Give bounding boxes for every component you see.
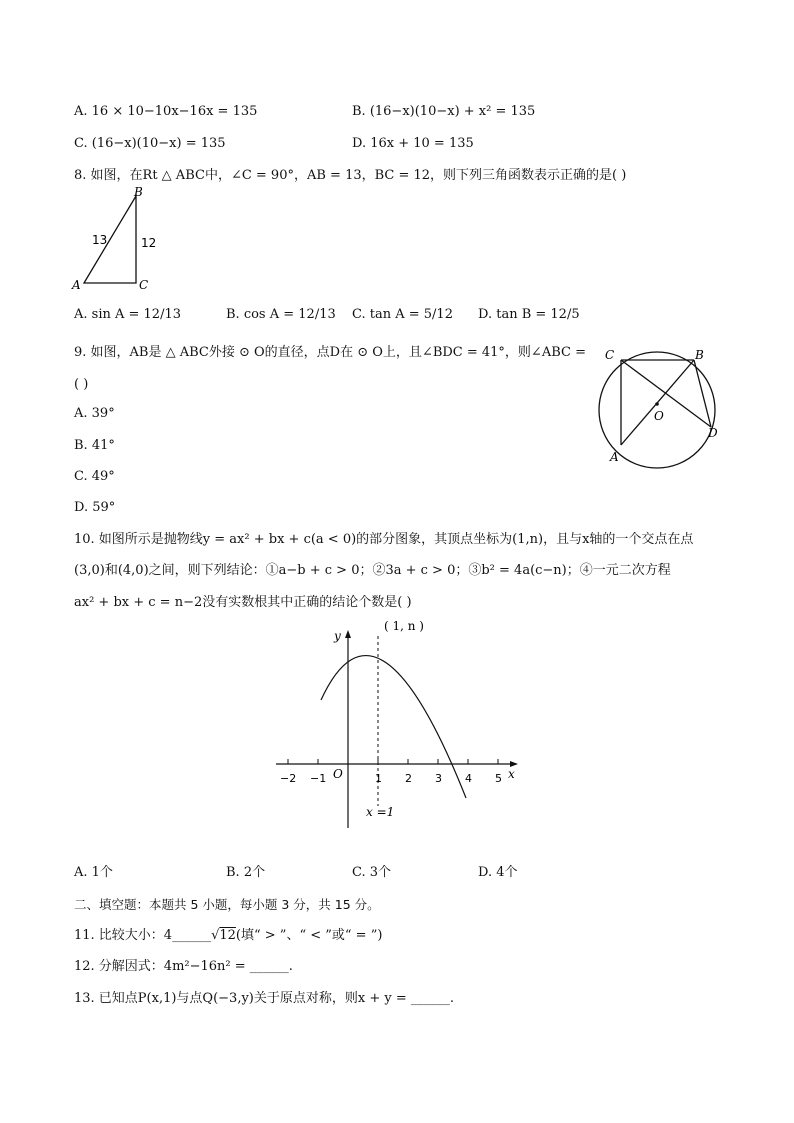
- section-title: 二、填空题：本题共 5 小题，每小题 3 分，共 15 分。: [74, 897, 380, 912]
- q9-label-o: O: [654, 409, 664, 423]
- q9-circle-figure: [595, 340, 735, 474]
- q10-option-b: B. 2个: [226, 865, 266, 880]
- q10-option-d: D. 4个: [478, 865, 518, 880]
- q10-stem-line3: ax² + bx + c = n−2没有实数根其中正确的结论个数是( ): [74, 595, 412, 610]
- q8-option-b: B. cos A = 12/13: [226, 307, 336, 322]
- q11-suffix: (填“ > ”、“ < ”或“ = ”): [235, 928, 383, 943]
- q10-y-label: y: [334, 629, 341, 643]
- q10-stem-line2: (3,0)和(4,0)之间，则下列结论：①a−b + c > 0；②3a + c > 0；③b² = 4a(c−n)；④一元二次方程: [74, 563, 671, 578]
- q8-side-bc: 12: [141, 236, 157, 250]
- q9-stem-line1: 9. 如图，AB是 △ ABC外接 ⊙ O的直径，点D在 ⊙ O上，且∠BDC = 41°，则∠ABC =: [74, 345, 586, 360]
- q10-parabola-graph: [266, 616, 526, 840]
- q10-tick-2: 2: [405, 772, 412, 785]
- q8-label-a: A: [72, 278, 81, 292]
- q10-option-c: C. 3个: [352, 865, 392, 880]
- q9-stem-line2: ( ): [74, 377, 89, 392]
- q10-x-label: x: [508, 767, 515, 781]
- q10-tick-5: 5: [495, 772, 502, 785]
- q9-label-a: A: [610, 450, 619, 464]
- q7-option-a: A. 16 × 10−10x−16x = 135: [74, 104, 258, 119]
- q8-label-b: B: [134, 186, 143, 199]
- q8-triangle-figure: [66, 186, 166, 300]
- q10-tick-3: 3: [435, 772, 442, 785]
- q7-option-c: C. (16−x)(10−x) = 135: [74, 136, 226, 151]
- q8-option-a: A. sin A = 12/13: [74, 307, 181, 322]
- q9-label-c: C: [605, 348, 615, 362]
- q10-stem-line1: 10. 如图所示是抛物线y = ax² + bx + c(a < 0)的部分图象，其顶点坐标为(1,n)，且与x轴的一个交点在点: [74, 532, 694, 547]
- q10-tick-1: 1: [375, 772, 382, 785]
- q9-option-d: D. 59°: [74, 500, 116, 515]
- q11-radical: √12: [211, 928, 236, 943]
- q13: 13. 已知点P(x,1)与点Q(−3,y)关于原点对称，则x + y = ______.: [74, 991, 454, 1006]
- q10-tick-neg1: −1: [310, 772, 327, 785]
- q9-label-b: B: [695, 348, 704, 362]
- q8-option-c: C. tan A = 5/12: [352, 307, 453, 322]
- q11-radicand: 12: [219, 928, 236, 943]
- q7-option-d: D. 16x + 10 = 135: [352, 136, 474, 151]
- q10-tick-neg2: −2: [280, 772, 297, 785]
- q10-option-a: A. 1个: [74, 865, 113, 880]
- q10-tick-4: 4: [465, 772, 472, 785]
- q10-axis-label: x =1: [366, 805, 395, 819]
- q11-prefix: 11. 比较大小：4: [74, 928, 173, 943]
- q9-option-a: A. 39°: [74, 406, 115, 421]
- q12: 12. 分解因式：4m²−16n² = ______.: [74, 959, 293, 974]
- q10-origin-label: O: [333, 767, 343, 781]
- q8-option-d: D. tan B = 12/5: [478, 307, 580, 322]
- q9-option-b: B. 41°: [74, 438, 115, 453]
- q8-side-ab: 13: [92, 233, 108, 247]
- q11-blank: ______: [172, 928, 212, 943]
- q9-option-c: C. 49°: [74, 469, 115, 484]
- q11: [74, 927, 382, 945]
- q9-label-d: D: [708, 426, 718, 440]
- q7-option-b: B. (16−x)(10−x) + x² = 135: [352, 104, 536, 119]
- q8-label-c: C: [139, 278, 149, 292]
- q10-vertex-label: ( 1, n ): [384, 619, 424, 633]
- q8-stem: 8. 如图，在Rt △ ABC中，∠C = 90°，AB = 13，BC = 12，则下列三角函数表示正确的是( ): [74, 168, 627, 183]
